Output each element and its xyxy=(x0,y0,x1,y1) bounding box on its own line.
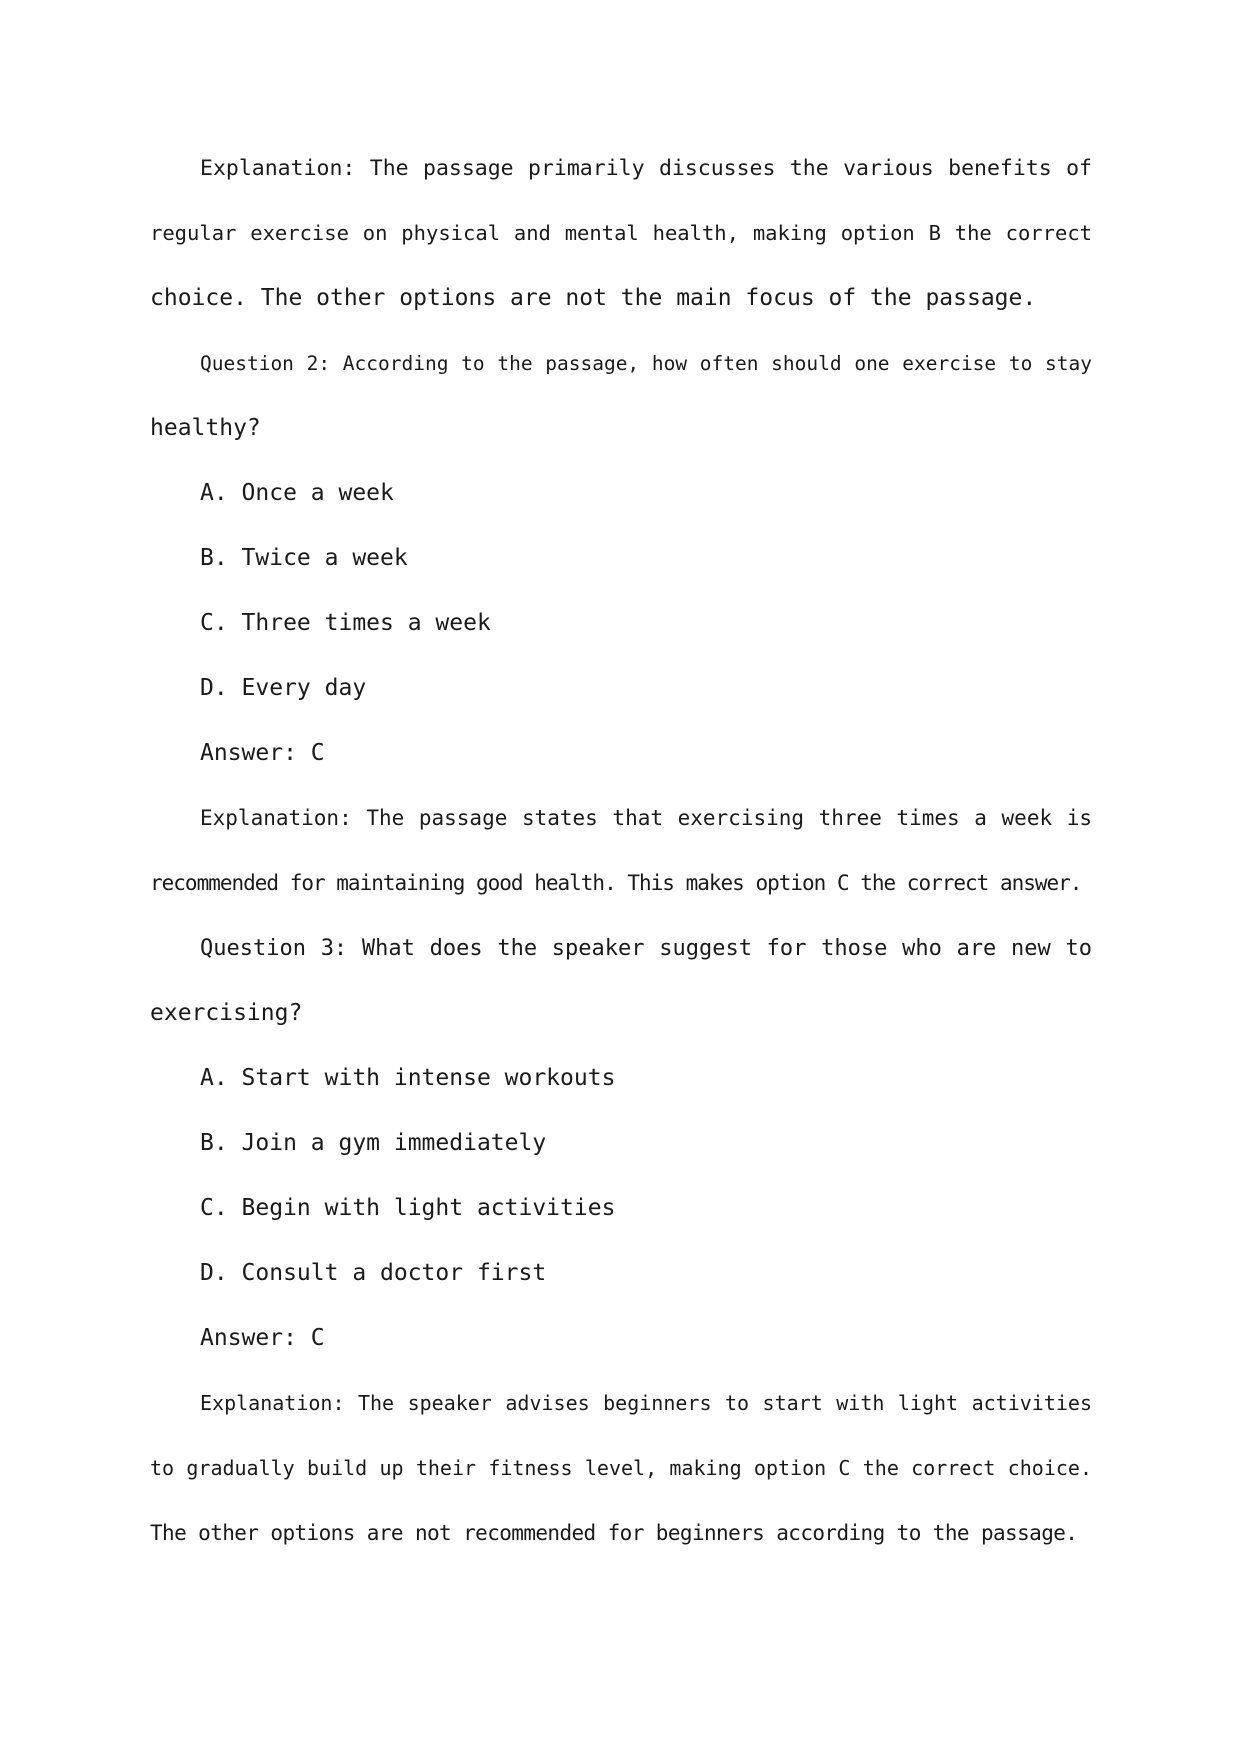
q3-explanation-line: to gradually build up their fitness level, making option C the correct choice. xyxy=(150,1456,1092,1480)
q2-question-continued: healthy? xyxy=(150,415,261,441)
q3-option-d: D. Consult a doctor first xyxy=(200,1260,547,1286)
q1-explanation-line: choice. The other options are not the main focus of the passage. xyxy=(150,285,1037,311)
q3-option-a: A. Start with intense workouts xyxy=(200,1065,616,1091)
q3-explanation-line: Explanation: The speaker advises beginners to start with light activities xyxy=(200,1391,1092,1415)
document-page xyxy=(150,136,1092,1566)
q2-option-c: C. Three times a week xyxy=(200,610,491,636)
q2-answer: Answer: C xyxy=(200,740,325,766)
q2-explanation-line: recommended for maintaining good health. This makes option C the correct answer. xyxy=(150,871,1082,895)
q1-explanation-line: Explanation: The passage primarily discusses the various benefits of xyxy=(200,156,1092,181)
q3-question: Question 3: What does the speaker suggest for those who are new to xyxy=(200,936,1092,961)
q1-explanation-line: regular exercise on physical and mental health, making option B the correct xyxy=(150,221,1092,245)
q2-option-b: B. Twice a week xyxy=(200,545,408,571)
q3-explanation-line: The other options are not recommended for beginners according to the passage. xyxy=(150,1521,1078,1545)
q3-option-b: B. Join a gym immediately xyxy=(200,1130,547,1156)
q2-explanation-line: Explanation: The passage states that exercising three times a week is xyxy=(200,806,1092,830)
q3-answer: Answer: C xyxy=(200,1325,325,1351)
q3-question-continued: exercising? xyxy=(150,1000,303,1026)
q3-option-c: C. Begin with light activities xyxy=(200,1195,616,1221)
q2-option-d: D. Every day xyxy=(200,675,367,701)
q2-option-a: A. Once a week xyxy=(200,480,394,506)
q2-question: Question 2: According to the passage, how often should one exercise to stay xyxy=(200,352,1092,375)
